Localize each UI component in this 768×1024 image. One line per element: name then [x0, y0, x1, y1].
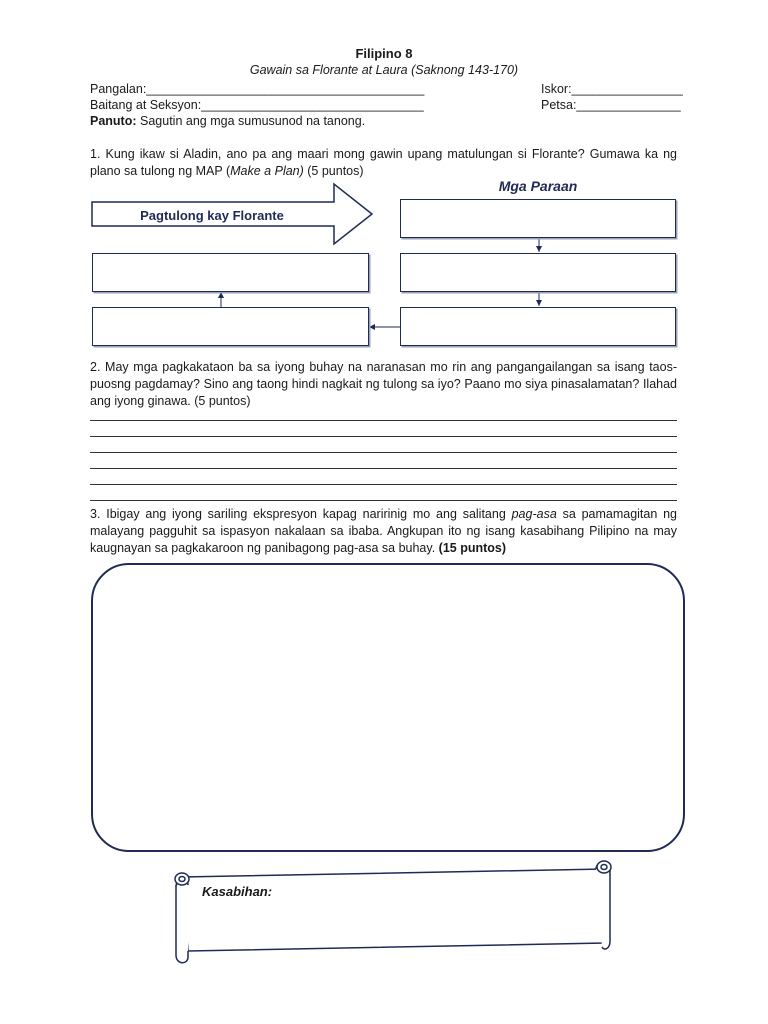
arrowhead-3-4	[369, 324, 375, 330]
plan-box-2[interactable]	[400, 253, 676, 292]
answer-line[interactable]	[90, 468, 677, 469]
question-1-text-b: (5 puntos)	[303, 164, 364, 178]
pangalan-field[interactable]: Pangalan:________________________________________	[90, 82, 425, 96]
kasabihan-label: Kasabihan:	[202, 884, 273, 899]
plan-box-3[interactable]	[400, 307, 676, 346]
panuto-label: Panuto:	[90, 114, 137, 128]
petsa-field[interactable]: Petsa:_______________	[541, 98, 681, 112]
kasabihan-input-area[interactable]	[190, 900, 600, 940]
answer-line[interactable]	[90, 452, 677, 453]
question-3	[90, 506, 677, 557]
answer-line[interactable]	[90, 500, 677, 501]
plan-box-1[interactable]	[400, 199, 676, 238]
arrowhead-4-5	[218, 292, 224, 298]
arrowhead-2-3	[536, 300, 542, 306]
answer-line[interactable]	[90, 484, 677, 485]
answer-line[interactable]	[90, 436, 677, 437]
plan-box-5[interactable]	[92, 253, 369, 292]
question-3-points: (15 puntos)	[438, 541, 507, 555]
iskor-field[interactable]: Iskor:________________	[541, 82, 683, 96]
panuto-text: Sagutin ang mga sumusunod na tanong.	[136, 114, 366, 128]
question-3-italic: pag-asa	[511, 507, 557, 521]
question-1-italic: Make a Plan)	[230, 164, 304, 178]
worksheet-subtitle: Gawain sa Florante at Laura (Saknong 143-170)	[249, 63, 519, 77]
question-3-text-a: 3. Ibigay ang iyong sariling ekspresyon kapag naririnig mo ang salitang	[90, 507, 512, 521]
arrowhead-1-2	[536, 246, 542, 252]
baitang-field[interactable]: Baitang at Seksyon:________________________________	[90, 98, 424, 112]
question-2: 2. May mga pagkakataon ba sa iyong buhay na naranasan mo rin ang pangangailangan sa isang taos-puosng pagdamay? Sino ang taong hindi nagkait ng tulong sa iyo? Paano mo siya pinasalamatan? Ilahad ang iyong ginawa. (5 puntos)	[90, 360, 677, 408]
question-1-text-a: 1. Kung ikaw si Aladin, ano pa ang maari mong gawin upang matulungan si Florante? Gumawa ka ng plano sa tulong ng MAP (	[90, 147, 677, 178]
question-3-text-b: sa pamamagitan ng malayang pagguhit sa ispasyon nakalaan sa ibaba. Angkupan ito ng isang kasabihang Pilipino na may kaugnayan sa pagkakaroon ng panibagong pag-asa sa buhay.	[90, 507, 678, 555]
mga-paraan-heading: Mga Paraan	[498, 178, 578, 194]
pagtulong-arrow-label: Pagtulong kay Florante	[140, 208, 284, 223]
worksheet-title: Filipino 8	[355, 46, 413, 61]
plan-box-4[interactable]	[92, 307, 369, 346]
answer-line[interactable]	[90, 420, 677, 421]
drawing-area[interactable]	[91, 563, 685, 852]
